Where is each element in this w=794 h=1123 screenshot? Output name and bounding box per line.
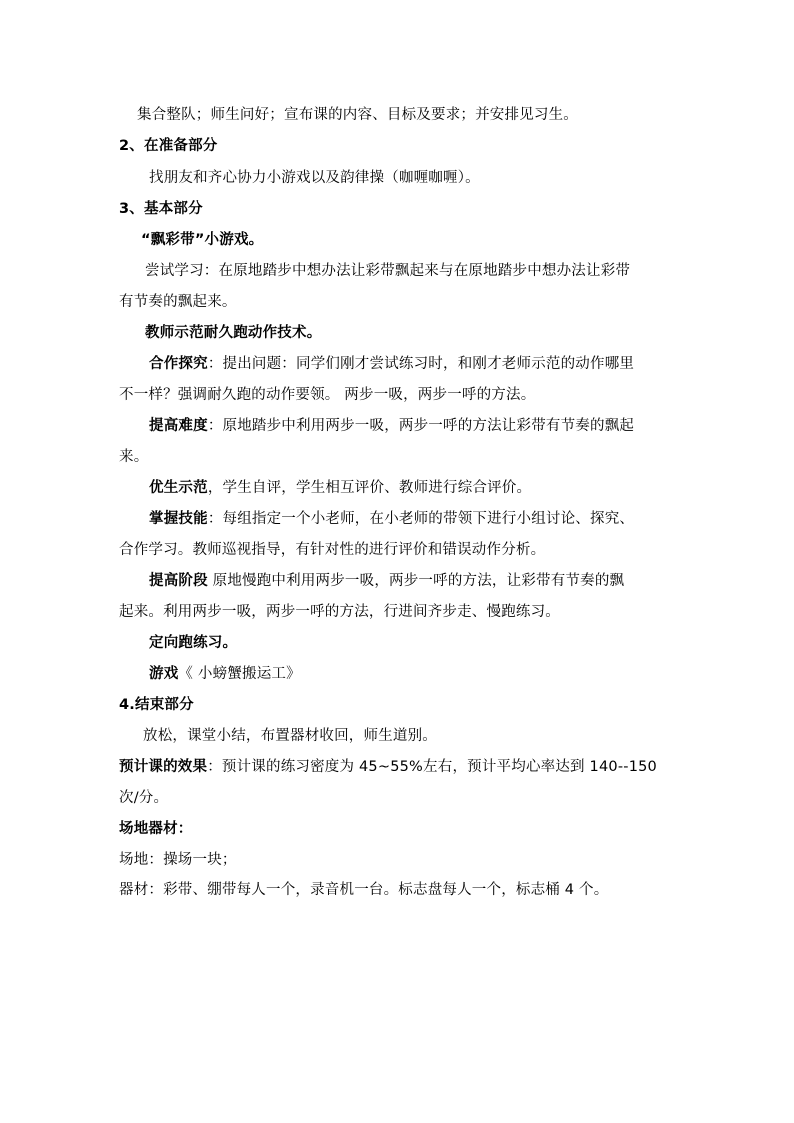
text-line [145, 323, 321, 343]
section-heading [119, 695, 194, 715]
bold-text: 定向跑练习。 [149, 635, 238, 651]
body-text: 放松，课堂小结，布置器材收回，师生道别。 [143, 728, 437, 744]
text-line [137, 105, 578, 125]
bold-text: 教师示范耐久跑动作技术。 [145, 325, 322, 341]
text-line [149, 509, 634, 529]
text-line [149, 664, 301, 684]
bold-text: 3、基本部分 [119, 201, 203, 217]
body-text: 器材：彩带、绷带每人一个，录音机一台。标志盘每人一个，标志桶 4 个。 [119, 882, 609, 898]
bold-text: 场地器材： [119, 821, 193, 837]
body-text: ：预计课的练习密度为 45~55%左右，预计平均心率达到 140--150 [207, 759, 657, 775]
text-line [149, 354, 634, 374]
text-line [119, 292, 237, 312]
text-line [149, 571, 624, 591]
text-line [119, 757, 657, 777]
bold-text: 优生示范 [149, 480, 208, 496]
body-text: 《 小螃蟹搬运工》 [178, 666, 301, 682]
body-text: 不一样？强调耐久跑的动作要领。 两步一吸，两步一呼的方法。 [119, 387, 536, 403]
body-text: 集合整队；师生问好；宣布课的内容、目标及要求；并安排见习生。 [137, 107, 578, 123]
body-text: 原地慢跑中利用两步一吸，两步一呼的方法，让彩带有节奏的飘 [207, 573, 625, 589]
section-heading [119, 136, 218, 156]
text-line [149, 633, 237, 653]
text-line [149, 168, 480, 188]
section-heading [119, 819, 193, 839]
bold-text: 预计课的效果 [119, 759, 208, 775]
bold-text: 游戏 [149, 666, 179, 682]
body-text: 有节奏的飘起来。 [119, 294, 237, 310]
body-text: ，学生自评，学生相互评价、教师进行综合评价。 [207, 480, 532, 496]
text-line [119, 880, 608, 900]
body-text: ：原地踏步中利用两步一吸，两步一呼的方法让彩带有节奏的飘起 [207, 418, 635, 434]
text-line [119, 540, 545, 560]
text-line [119, 788, 168, 808]
body-text: 来。 [119, 449, 149, 465]
body-text: 起来。利用两步一吸，两步一呼的方法，行进间齐步走、慢跑练习。 [119, 604, 560, 620]
bold-text: 合作探究 [149, 356, 208, 372]
text-line [145, 261, 630, 281]
text-line [119, 602, 560, 622]
text-line [119, 447, 148, 467]
body-text: 场地：操场一块； [119, 852, 237, 868]
body-text: 尝试学习：在原地踏步中想办法让彩带飘起来与在原地踏步中想办法让彩带 [145, 263, 631, 279]
text-line [119, 850, 237, 870]
bold-text: 提高难度 [149, 418, 208, 434]
body-text: 合作学习。教师巡视指导，有针对性的进行评价和错误动作分析。 [119, 542, 546, 558]
text-line [143, 726, 437, 746]
section-heading [119, 199, 203, 219]
text-line [119, 385, 535, 405]
body-text: 找朋友和齐心协力小游戏以及韵律操（咖喱咖喱）。 [149, 170, 480, 186]
bold-text: 2、在准备部分 [119, 138, 218, 154]
body-text: ：每组指定一个小老师，在小老师的带领下进行小组讨论、探究、 [207, 511, 635, 527]
bold-text: 4.结束部分 [119, 697, 194, 713]
bold-text: 提高阶段 [149, 573, 208, 589]
bold-text: 掌握技能 [149, 511, 208, 527]
body-text: 次/分。 [119, 790, 169, 806]
text-line [141, 230, 263, 250]
text-line [149, 416, 634, 436]
bold-text: “飘彩带”小游戏。 [141, 232, 264, 248]
body-text: ：提出问题：同学们刚才尝试练习时，和刚才老师示范的动作哪里 [207, 356, 635, 372]
text-line [149, 478, 531, 498]
